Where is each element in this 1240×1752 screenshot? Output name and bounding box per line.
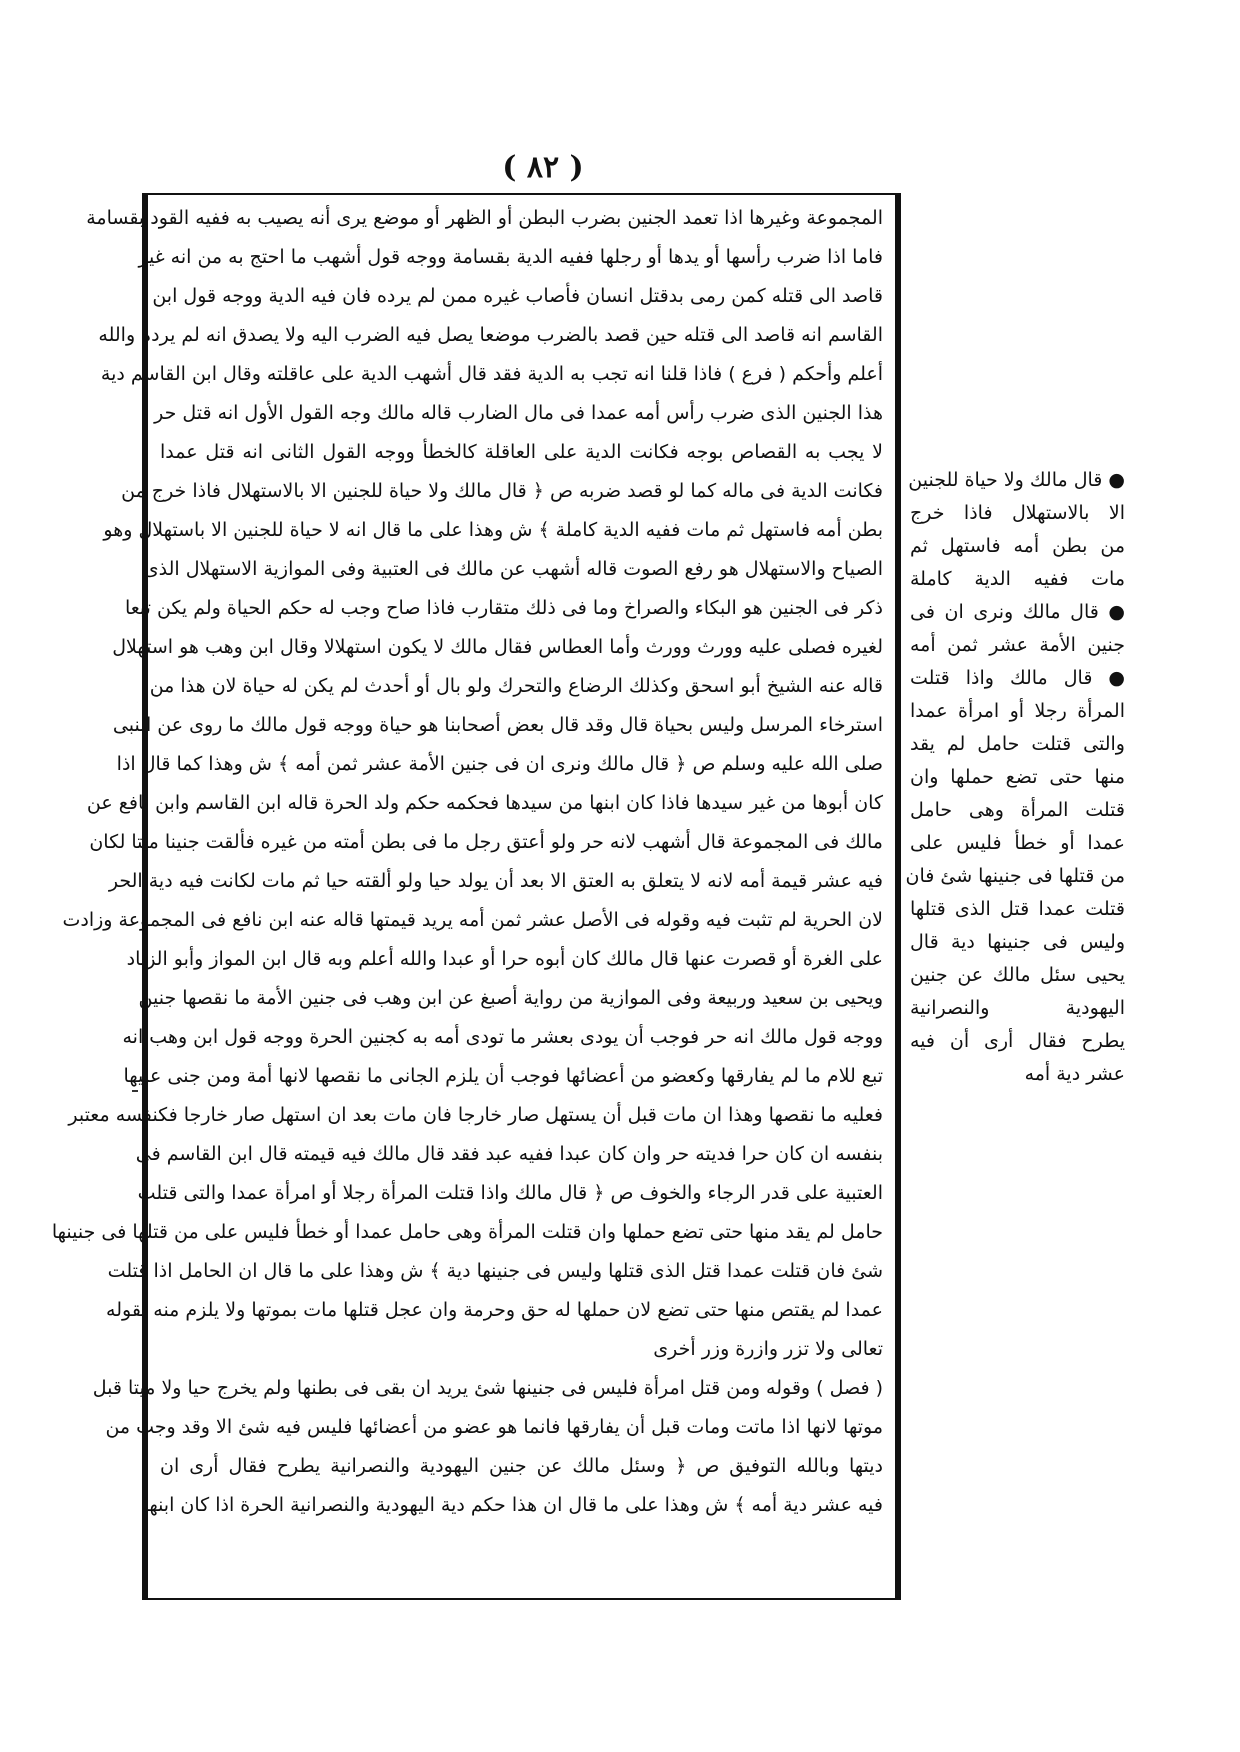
main-text-line: أعلم وأحكم ( فرع ) فاذا قلنا انه تجب به الدية فقد قال أشهب الدية على عاقلته وقال ابن القاسم دية — [100, 363, 883, 385]
margin-note-line: وليس فى جنينها دية قال — [910, 931, 1125, 953]
main-text-line: كان أبوها من غير سيدها فاذا كان ابنها من سيدها فحكمه حكم ولد الحرة قاله ابن القاسم وابن نافع عن — [86, 792, 883, 814]
margin-note-line: عشر دية أمه — [1024, 1063, 1125, 1085]
margin-note-line: ● قال مالك ولا حياة للجنين — [908, 469, 1125, 491]
main-text-line: بنفسه ان كان حرا فديته حر وان كان عبدا ففيه عبد فقد قال مالك فيه قيمته قال ابن القاسم فى — [135, 1143, 883, 1165]
margin-note-line: اليهودية والنصرانية — [910, 997, 1125, 1019]
margin-note-line: ● قال مالك ونرى ان فى — [910, 601, 1125, 623]
margin-note-line: مات ففيه الدية كاملة — [910, 568, 1125, 590]
main-text-line: لان الحرية لم تثبت فيه وقوله فى الأصل عشر ثمن أمه يريد قيمتها قاله عنه ابن نافع فى المجموعة وزادت — [62, 909, 883, 931]
main-text-line: فيه عشر قيمة أمه لانه لا يتعلق به العتق الا بعد أن يولد حيا ولو ألقته حيا ثم مات لكانت فيه دية الحر — [108, 870, 883, 892]
main-text-line: شئ فان قتلت عمدا قتل الذى قتلها وليس فى جنينها دية ﴾ ش وهذا على ما قال ان الحامل اذا قتلت — [107, 1260, 883, 1282]
main-text-line: الصياح والاستهلال هو رفع الصوت قاله أشهب عن مالك فى العتبية وفى الموازية الاستهلال الذى — [143, 558, 883, 580]
main-text-line: ديتها وبالله التوفيق ص ﴿ وسئل مالك عن جنين اليهودية والنصرانية يطرح فقال أرى ان — [160, 1455, 883, 1477]
main-text-line: حامل لم يقد منها حتى تضع حملها وان قتلت المرأة وهى حامل عمدا أو خطأ فليس على من قتلها فى جنينها — [51, 1221, 883, 1243]
main-text-line: فعليه ما نقصها وهذا ان مات قبل أن يستهل صار خارجا فان مات بعد ان استهل صار خارجا فكنفسه معتبر — [68, 1104, 883, 1126]
main-text-line: بطن أمه فاستهل ثم مات ففيه الدية كاملة ﴾ ش وهذا على ما قال انه لا حياة للجنين الا باستهلال وهو — [103, 519, 883, 541]
margin-note-line: قتلت المرأة وهى حامل — [910, 799, 1125, 821]
main-text-line: لا يجب به القصاص بوجه فكانت الدية على العاقلة كالخطأ ووجه القول الثانى انه قتل عمدا — [160, 441, 883, 463]
stray-ink-mark — [132, 1090, 138, 1092]
main-text-line: العتبية على قدر الرجاء والخوف ص ﴿ قال مالك واذا قتلت المرأة رجلا أو امرأة عمدا والتى قتلت — [137, 1182, 883, 1204]
page-number: ( ٨٢ ) — [502, 150, 584, 185]
main-text-line: تعالى ولا تزر وازرة وزر أخرى — [653, 1338, 883, 1360]
main-text-line: تبع للام ما لم يفارقها وكعضو من أعضائها فوجب أن يلزم الجانى ما نقصها لانها أمة ومن جنى عليها — [123, 1065, 883, 1087]
margin-note-line: جنين الأمة عشر ثمن أمه — [910, 634, 1125, 656]
main-text-line: هذا الجنين الذى ضرب رأس أمه عمدا فى مال الضارب قاله مالك وجه القول الأول انه قتل حر — [154, 402, 883, 424]
margin-note-line: عمدا أو خطأ فليس على — [910, 832, 1125, 854]
main-text-line: عمدا لم يقتص منها حتى تضع لان حملها له حق وحرمة وان عجل قتلها مات بموتها ولا يلزم منه لقوله — [106, 1299, 883, 1321]
main-text-line: لغيره فصلى عليه وورث وورث وأما العطاس فقال مالك لا يكون استهلالا وقال ابن وهب هو استهلال — [112, 636, 883, 658]
main-text-line: استرخاء المرسل وليس بحياة قال وقد قال بعض أصحابنا هو حياة ووجه قول مالك ما روى عن النبى — [112, 714, 883, 736]
main-text-line: على الغرة أو قصرت عنها قال مالك كان أبوه حرا أو عبدا والله أعلم وبه قال ابن المواز وأبو الزناد — [126, 948, 883, 970]
main-text-line: قاصد الى قتله كمن رمى بدقتل انسان فأصاب غيره ممن لم يرده فان فيه الدية ووجه قول ابن — [152, 285, 883, 307]
margin-note-line: من قتلها فى جنينها شئ فان — [905, 865, 1125, 887]
main-text-frame — [51, 193, 901, 1600]
main-text-line: قاله عنه الشيخ أبو اسحق وكذلك الرضاع والتحرك ولو بال أو أحدث لم يكن له حياة لان هذا من — [149, 675, 883, 697]
main-text-line: ويحيى بن سعيد وربيعة وفى الموازية من رواية أصبغ عن ابن وهب فى جنين الأمة ما نقصها جنين — [138, 987, 883, 1009]
margin-note-line: قتلت عمدا قتل الذى قتلها — [910, 898, 1125, 920]
margin-note-line: من بطن أمه فاستهل ثم — [910, 535, 1125, 557]
margin-note-line: والتى قتلت حامل لم يقد — [910, 733, 1125, 755]
margin-note-line: يطرح فقال أرى أن فيه — [910, 1030, 1125, 1052]
main-text-line: موتها لانها اذا ماتت ومات قبل أن يفارقها فانما هو عضو من أعضائها فليس فيه شئ الا وقد وجب من — [105, 1416, 883, 1438]
main-text-line: ذكر فى الجنين هو البكاء والصراخ وما فى ذلك متقارب فاذا صاح وجب له حكم الحياة ولم يكن تبعا — [124, 597, 883, 619]
main-text-line: فاما اذا ضرب رأسها أو يدها أو رجلها ففيه الدية بقسامة ووجه قول أشهب ما احتج به من انه غير — [138, 246, 883, 268]
margin-commentary — [905, 464, 1125, 1224]
main-text-line: المجموعة وغيرها اذا تعمد الجنين بضرب البطن أو الظهر أو موضع يرى أنه يصيب به ففيه القود بقسامة — [86, 207, 883, 229]
main-text-body — [51, 199, 883, 1594]
margin-note-line: الا بالاستهلال فاذا خرج — [910, 502, 1125, 524]
main-text-line: صلى الله عليه وسلم ص ﴿ قال مالك ونرى ان فى جنين الأمة عشر ثمن أمه ﴾ ش وهذا كما قال اذا — [116, 753, 883, 775]
margin-note-line: ● قال مالك واذا قتلت — [910, 667, 1125, 689]
main-text-line: فيه عشر دية أمه ﴾ ش وهذا على ما قال ان هذا حكم دية اليهودية والنصرانية الحرة اذا كان ابنها — [143, 1494, 883, 1516]
margin-note-line: منها حتى تضع حملها وان — [910, 766, 1125, 788]
main-text-line: القاسم انه قاصد الى قتله حين قصد بالضرب موضعا يصل فيه الضرب اليه ولا يصدق انه لم يرده والله — [98, 324, 883, 346]
margin-note-line: يحيى سئل مالك عن جنين — [910, 964, 1125, 986]
margin-note-line: المرأة رجلا أو امرأة عمدا — [910, 700, 1125, 722]
main-text-line: ووجه قول مالك انه حر فوجب أن يودى بعشر ما تودى أمه به كجنين الحرة ووجه قول ابن وهب انه — [122, 1026, 883, 1048]
main-text-line: ( فصل ) وقوله ومن قتل امرأة فليس فى جنينها شئ يريد ان بقى فى بطنها ولم يخرج حيا ولا ميتا قبل — [92, 1377, 883, 1399]
main-text-line: مالك فى المجموعة قال أشهب لانه حر ولو أعتق رجل ما فى بطن أمته من غيره فألقت جنينا ميتا لكان — [89, 831, 883, 853]
main-text-line: فكانت الدية فى ماله كما لو قصد ضربه ص ﴿ قال مالك ولا حياة للجنين الا بالاستهلال فاذا خرج من — [121, 480, 883, 502]
